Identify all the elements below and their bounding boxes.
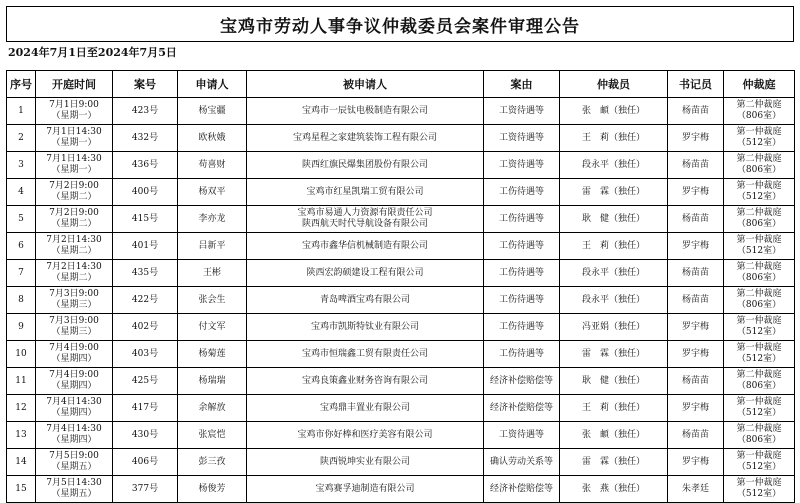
cell-room-line: 第二仲裁庭 [736, 100, 782, 110]
cell-room-line: （806室） [736, 300, 782, 310]
cell-cause: 经济补偿赔偿等 [484, 395, 560, 422]
cell-case: 415号 [113, 206, 178, 233]
cell-arbitrator: 张 燕（独任） [560, 476, 668, 503]
cell-case: 400号 [113, 179, 178, 206]
table-row [7, 395, 795, 422]
cell-applicant: 苟喜财 [178, 152, 247, 179]
cell-cause: 确认劳动关系等 [484, 449, 560, 476]
cell-arbitrator: 耿 健（独任） [560, 368, 668, 395]
cell-no: 9 [7, 314, 36, 341]
cell-time [36, 152, 113, 179]
table-row [7, 206, 795, 233]
cell-no: 1 [7, 98, 36, 125]
cell-clerk: 杨苗苗 [668, 206, 724, 233]
cell-no: 15 [7, 476, 36, 503]
cell-case: 422号 [113, 287, 178, 314]
cell-time-line: 7月1日9:00 [49, 100, 99, 110]
cell-time-line: （星期二） [51, 192, 97, 202]
cell-room [724, 395, 795, 422]
header-cause: 案由 [484, 71, 560, 98]
cell-time-line: （星期二） [51, 246, 97, 256]
cell-no: 14 [7, 449, 36, 476]
cell-case: 377号 [113, 476, 178, 503]
cell-applicant: 吕新平 [178, 233, 247, 260]
cell-respondent [247, 341, 484, 368]
table-row [7, 152, 795, 179]
cell-time-line: （星期四） [51, 381, 97, 391]
cell-applicant: 张会生 [178, 287, 247, 314]
header-respondent: 被申请人 [247, 71, 484, 98]
cell-clerk: 罗宇梅 [668, 179, 724, 206]
cell-no: 13 [7, 422, 36, 449]
cell-time-line: （星期五） [51, 462, 97, 472]
cell-time-line: （星期四） [51, 435, 97, 445]
cell-time-line: （星期四） [51, 354, 97, 364]
cell-applicant: 杨菊莲 [178, 341, 247, 368]
cell-time [36, 233, 113, 260]
cell-respondent [247, 179, 484, 206]
cell-time-line: 7月4日9:00 [49, 370, 99, 380]
table-row [7, 233, 795, 260]
cell-clerk: 罗宇梅 [668, 449, 724, 476]
cell-applicant: 余解放 [178, 395, 247, 422]
cell-room-line: 第二仲裁庭 [736, 289, 782, 299]
cell-respondent [247, 314, 484, 341]
cell-room [724, 260, 795, 287]
table-row [7, 422, 795, 449]
cell-room [724, 449, 795, 476]
cell-time [36, 476, 113, 503]
cell-room-line: 第二仲裁庭 [736, 262, 782, 272]
cell-room-line: 第二仲裁庭 [736, 208, 782, 218]
cell-clerk: 杨苗苗 [668, 287, 724, 314]
table-row [7, 125, 795, 152]
title-box [6, 6, 794, 42]
table-row [7, 476, 795, 503]
cell-cause: 工伤待遇等 [484, 341, 560, 368]
cell-clerk: 罗宇梅 [668, 314, 724, 341]
cell-clerk: 罗宇梅 [668, 341, 724, 368]
cell-time-line: 7月2日9:00 [49, 208, 99, 218]
cell-respondent [247, 98, 484, 125]
cell-no: 7 [7, 260, 36, 287]
cell-time-line: 7月1日14:30 [46, 127, 102, 137]
cell-respondent-line: 宝鸡市恒瑞鑫工贸有限责任公司 [301, 348, 428, 359]
cell-time-line: 7月5日14:30 [46, 478, 102, 488]
cell-case: 423号 [113, 98, 178, 125]
cell-room-line: 第二仲裁庭 [736, 370, 782, 380]
cell-room-line: （512室） [736, 462, 782, 472]
cell-applicant: 杨俊芳 [178, 476, 247, 503]
cell-room [724, 422, 795, 449]
header-case: 案号 [113, 71, 178, 98]
cell-room [724, 206, 795, 233]
cell-respondent-line: 陕西锐坤实业有限公司 [319, 456, 410, 467]
cell-time-line: （星期四） [51, 408, 97, 418]
cell-room [724, 233, 795, 260]
cell-respondent-line: 陕西航天时代导航设备有限公司 [301, 219, 428, 229]
table-row [7, 341, 795, 368]
cell-time [36, 287, 113, 314]
cell-room-line: （512室） [736, 246, 782, 256]
cell-applicant: 李亦龙 [178, 206, 247, 233]
cell-time [36, 395, 113, 422]
cell-room-line: 第一仲裁庭 [736, 235, 782, 245]
cell-cause: 工资待遇等 [484, 98, 560, 125]
cell-cause: 工资待遇等 [484, 422, 560, 449]
cell-arbitrator: 段永平（独任） [560, 152, 668, 179]
cell-arbitrator: 段永平（独任） [560, 260, 668, 287]
cell-clerk: 朱孝廷 [668, 476, 724, 503]
cell-clerk: 罗宇梅 [668, 233, 724, 260]
cell-respondent [247, 233, 484, 260]
cell-arbitrator: 段永平（独任） [560, 287, 668, 314]
cell-respondent-line: 宝鸡赛孚迪制造有限公司 [315, 483, 415, 494]
cell-respondent [247, 287, 484, 314]
hearing-schedule-table [6, 70, 795, 503]
cell-time [36, 98, 113, 125]
cell-room-line: （806室） [736, 381, 782, 391]
cell-arbitrator: 王 莉（独任） [560, 125, 668, 152]
cell-time-line: 7月1日14:30 [46, 154, 102, 164]
cell-time-line: 7月4日14:30 [46, 424, 102, 434]
cell-respondent-line: 宝鸡市易通人力资源有限责任公司 [297, 208, 433, 218]
cell-room-line: （512室） [736, 408, 782, 418]
cell-arbitrator: 雷 霖（独任） [560, 449, 668, 476]
cell-respondent [247, 260, 484, 287]
cell-respondent [247, 368, 484, 395]
cell-respondent [247, 206, 484, 233]
cell-room [724, 287, 795, 314]
cell-time-line: 7月3日9:00 [49, 289, 99, 299]
table-row [7, 314, 795, 341]
cell-case: 425号 [113, 368, 178, 395]
cell-no: 4 [7, 179, 36, 206]
cell-respondent-line: 宝鸡市红星凯瑞工贸有限公司 [306, 186, 424, 197]
cell-arbitrator: 雷 霖（独任） [560, 341, 668, 368]
cell-time-line: 7月2日14:30 [46, 235, 102, 245]
cell-respondent-line: 青岛啤酒宝鸡有限公司 [319, 294, 410, 305]
cell-time [36, 260, 113, 287]
cell-case: 432号 [113, 125, 178, 152]
cell-applicant: 杨宝疆 [178, 98, 247, 125]
cell-cause: 工伤待遇等 [484, 287, 560, 314]
cell-room-line: （512室） [736, 192, 782, 202]
cell-applicant: 杨双平 [178, 179, 247, 206]
cell-clerk: 杨苗苗 [668, 422, 724, 449]
cell-case: 403号 [113, 341, 178, 368]
cell-time [36, 341, 113, 368]
cell-room-line: 第一仲裁庭 [736, 343, 782, 353]
cell-respondent-line: 宝鸡星程之家建筑装饰工程有限公司 [292, 132, 437, 143]
cell-applicant: 张宸恺 [178, 422, 247, 449]
cell-respondent-line: 宝鸡鼎丰置业有限公司 [319, 402, 410, 413]
cell-case: 417号 [113, 395, 178, 422]
cell-arbitrator: 张 頔（独任） [560, 422, 668, 449]
cell-room-line: 第一仲裁庭 [736, 181, 782, 191]
cell-no: 6 [7, 233, 36, 260]
cell-respondent-line: 宝鸡市你好棒和医疗美容有限公司 [297, 429, 433, 440]
cell-case: 435号 [113, 260, 178, 287]
cell-no: 3 [7, 152, 36, 179]
cell-room-line: （806室） [736, 435, 782, 445]
cell-room [724, 125, 795, 152]
cell-room-line: （512室） [736, 489, 782, 499]
cell-no: 8 [7, 287, 36, 314]
table-row [7, 287, 795, 314]
cell-arbitrator: 张 頔（独任） [560, 98, 668, 125]
cell-applicant: 彭三孜 [178, 449, 247, 476]
cell-room-line: （512室） [736, 354, 782, 364]
cell-room-line: （806室） [736, 273, 782, 283]
cell-respondent [247, 422, 484, 449]
cell-room-line: （806室） [736, 165, 782, 175]
table-header-row [7, 71, 795, 98]
cell-no: 12 [7, 395, 36, 422]
header-clerk: 书记员 [668, 71, 724, 98]
cell-room [724, 341, 795, 368]
cell-respondent-line: 陕西宏韵硕建设工程有限公司 [306, 267, 424, 278]
cell-no: 2 [7, 125, 36, 152]
cell-applicant: 杨瑞瑞 [178, 368, 247, 395]
cell-respondent-line: 宝鸡市凯斯特钛业有限公司 [310, 321, 419, 332]
cell-time-line: （星期三） [51, 300, 97, 310]
cell-room-line: 第一仲裁庭 [736, 397, 782, 407]
table-row [7, 368, 795, 395]
cell-cause: 工伤待遇等 [484, 314, 560, 341]
cell-time [36, 206, 113, 233]
cell-cause: 工伤待遇等 [484, 233, 560, 260]
cell-applicant: 欧秋娥 [178, 125, 247, 152]
cell-applicant: 付文军 [178, 314, 247, 341]
cell-time [36, 125, 113, 152]
cell-arbitrator: 耿 健（独任） [560, 206, 668, 233]
cell-room-line: （806室） [736, 219, 782, 229]
cell-room [724, 476, 795, 503]
cell-respondent [247, 395, 484, 422]
cell-case: 402号 [113, 314, 178, 341]
cell-clerk: 罗宇梅 [668, 395, 724, 422]
cell-applicant: 王彬 [178, 260, 247, 287]
cell-time-line: （星期二） [51, 219, 97, 229]
cell-clerk: 杨苗苗 [668, 368, 724, 395]
cell-room-line: （512室） [736, 138, 782, 148]
cell-clerk: 杨苗苗 [668, 98, 724, 125]
cell-time-line: （星期二） [51, 273, 97, 283]
cell-respondent [247, 152, 484, 179]
date-range: 2024年7月1日至2024年7月5日 [8, 46, 177, 59]
cell-time [36, 314, 113, 341]
cell-cause: 工资待遇等 [484, 125, 560, 152]
cell-time [36, 179, 113, 206]
header-room: 仲裁庭 [724, 71, 795, 98]
cell-respondent-line: 陕西红旗民爆集团股份有限公司 [301, 159, 428, 170]
cell-respondent-line: 宝鸡良策鑫业财务咨询有限公司 [301, 375, 428, 386]
cell-room-line: 第一仲裁庭 [736, 316, 782, 326]
cell-time-line: （星期一） [51, 111, 97, 121]
cell-case: 401号 [113, 233, 178, 260]
cell-case: 430号 [113, 422, 178, 449]
cell-room-line: 第一仲裁庭 [736, 478, 782, 488]
cell-time-line: （星期一） [51, 138, 97, 148]
header-time: 开庭时间 [36, 71, 113, 98]
table-row [7, 449, 795, 476]
cell-no: 11 [7, 368, 36, 395]
cell-time-line: 7月5日9:00 [49, 451, 99, 461]
cell-respondent-line: 宝鸡市鑫华信机械制造有限公司 [301, 240, 428, 251]
cell-cause: 工伤待遇等 [484, 179, 560, 206]
cell-clerk: 杨苗苗 [668, 152, 724, 179]
cell-arbitrator: 雷 霖（独任） [560, 179, 668, 206]
cell-case: 406号 [113, 449, 178, 476]
cell-cause: 工伤待遇等 [484, 260, 560, 287]
header-applicant: 申请人 [178, 71, 247, 98]
header-no: 序号 [7, 71, 36, 98]
cell-room [724, 152, 795, 179]
cell-cause: 经济补偿赔偿等 [484, 368, 560, 395]
cell-respondent-line: 宝鸡市一辰钛电极制造有限公司 [301, 105, 428, 116]
cell-arbitrator: 王 莉（独任） [560, 395, 668, 422]
cell-arbitrator: 王 莉（独任） [560, 233, 668, 260]
cell-room-line: 第一仲裁庭 [736, 451, 782, 461]
cell-time-line: （星期三） [51, 327, 97, 337]
cell-room [724, 98, 795, 125]
cell-cause: 工伤待遇等 [484, 206, 560, 233]
cell-time-line: 7月2日14:30 [46, 262, 102, 272]
header-arbitrator: 仲裁员 [560, 71, 668, 98]
table-row [7, 98, 795, 125]
cell-no: 10 [7, 341, 36, 368]
cell-cause: 经济补偿赔偿等 [484, 476, 560, 503]
cell-time-line: （星期五） [51, 489, 97, 499]
cell-time [36, 368, 113, 395]
cell-time-line: 7月4日14:30 [46, 397, 102, 407]
cell-time [36, 449, 113, 476]
cell-room-line: 第二仲裁庭 [736, 424, 782, 434]
cell-clerk: 罗宇梅 [668, 125, 724, 152]
page-title: 宝鸡市劳动人事争议仲裁委员会案件审理公告 [220, 16, 580, 37]
cell-time [36, 422, 113, 449]
cell-room [724, 179, 795, 206]
cell-room-line: 第二仲裁庭 [736, 154, 782, 164]
cell-time-line: （星期一） [51, 165, 97, 175]
table-row [7, 260, 795, 287]
cell-time-line: 7月2日9:00 [49, 181, 99, 191]
cell-case: 436号 [113, 152, 178, 179]
cell-time-line: 7月4日9:00 [49, 343, 99, 353]
cell-room [724, 314, 795, 341]
table-row [7, 179, 795, 206]
cell-no: 5 [7, 206, 36, 233]
cell-respondent [247, 125, 484, 152]
cell-room-line: 第一仲裁庭 [736, 127, 782, 137]
cell-room-line: （806室） [736, 111, 782, 121]
cell-room-line: （512室） [736, 327, 782, 337]
cell-respondent [247, 449, 484, 476]
cell-arbitrator: 冯亚娟（独任） [560, 314, 668, 341]
cell-cause: 工资待遇等 [484, 152, 560, 179]
table-body [7, 98, 795, 503]
cell-clerk: 杨苗苗 [668, 260, 724, 287]
cell-time-line: 7月3日9:00 [49, 316, 99, 326]
cell-room [724, 368, 795, 395]
cell-respondent [247, 476, 484, 503]
